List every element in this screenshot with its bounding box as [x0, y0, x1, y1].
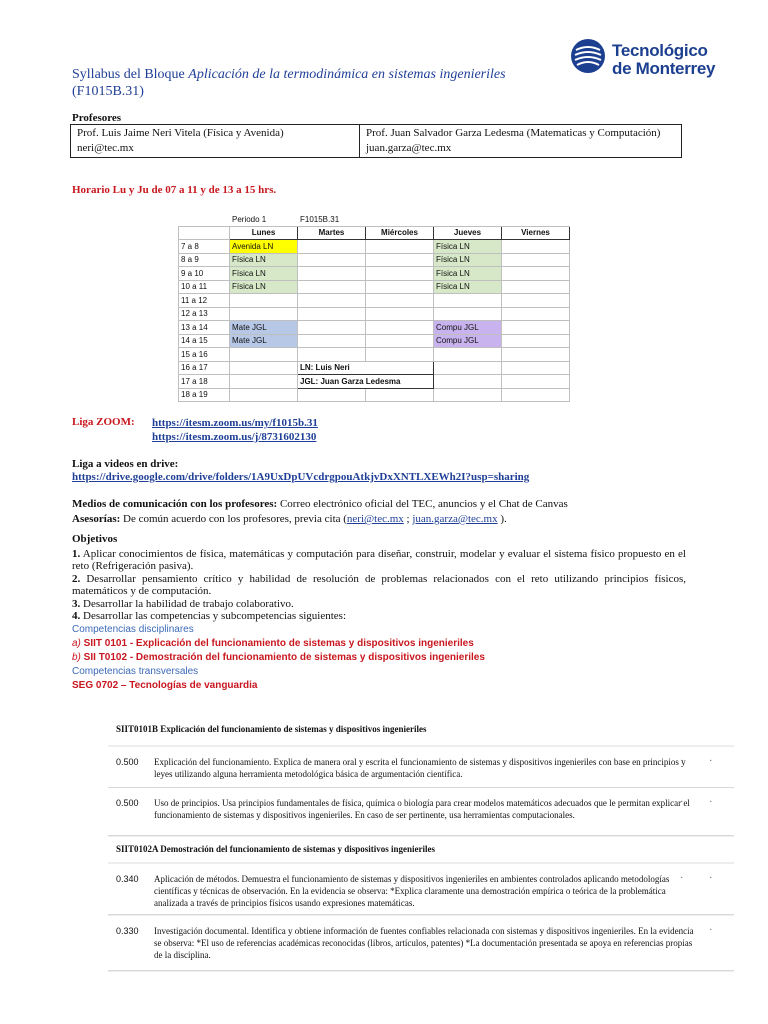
logo-text-line2: de Monterrey: [612, 59, 716, 78]
class-cell: Física LN: [434, 253, 502, 267]
competency-b: b) SII T0102 - Demostración del funcionamiento de sistemas y dispositivos ingenieriles: [72, 651, 485, 663]
rubric-row: [108, 916, 734, 971]
schedule-row: [179, 388, 570, 402]
rubric-score: 0.330: [116, 926, 139, 936]
hour-label: 9 a 10: [179, 267, 230, 281]
professor-email[interactable]: neri@tec.mx: [77, 142, 134, 154]
rubric-score: 0.500: [116, 757, 139, 767]
schedule-heading: Horario Lu y Ju de 07 a 11 y de 13 a 15 hrs.: [72, 184, 277, 196]
legend-jgl: JGL: Juan Garza Ledesma: [298, 375, 434, 389]
hour-label: 14 a 15: [179, 334, 230, 348]
drive-link[interactable]: https://drive.google.com/drive/folders/1A9UxDpUVcdrgpouAtkjvDxXNTLXEWh2I?usp=sharing: [72, 471, 530, 483]
professor-cell: [71, 125, 360, 158]
row-menu-icon[interactable]: . .: [680, 794, 724, 805]
objective-item: 4. Desarrollar las competencias y subcompetencias siguientes:: [72, 610, 346, 622]
professors-table: [70, 124, 682, 158]
competency-a: a) SIIT 0101 - Explicación del funcionamiento de sistemas y dispositivos ingenieriles: [72, 637, 474, 649]
schedule-row: [179, 294, 570, 308]
rubric-row: [108, 747, 734, 788]
rubric-text: Uso de principios. Usa principios fundamentales de física, química o biología para crear modelos matemáticos adecuados que le permitan explicar el funcionamiento de sistemas y dispositivos ingenieriles. En caso de ser pertinente, usa herramientas computacionales.: [154, 798, 690, 820]
hour-label: 10 a 11: [179, 280, 230, 294]
competencies: [72, 623, 686, 693]
schedule-code: F1015B.31: [298, 213, 366, 227]
day-header: Jueves: [434, 226, 502, 240]
hour-label: 13 a 14: [179, 321, 230, 335]
communication-section: Medios de comunicación con los profesores: Correo electrónico oficial del TEC, anuncios y el Chat de Canvas Asesorías: De común acuerdo con los profesores, previa cita (neri@tec.mx ; juan.garza@tec.mx ).: [72, 498, 568, 525]
hour-label: 8 a 9: [179, 253, 230, 267]
tec-logo-icon: [570, 38, 606, 74]
zoom-label: Liga ZOOM:: [72, 416, 135, 428]
tec-logo: [570, 38, 730, 82]
rubric-text: Explicación del funcionamiento. Explica de manera oral y escrita el funcionamiento de sistemas y dispositivos ingenieriles con base en principios y leyes utilizando alguna herramienta metodológica básica de argumentación científica.: [154, 757, 686, 779]
class-cell: Mate JGL: [230, 321, 298, 335]
hour-label: 11 a 12: [179, 294, 230, 308]
email-link[interactable]: juan.garza@tec.mx: [412, 513, 498, 525]
class-cell: Física LN: [434, 240, 502, 254]
class-cell: Compu JGL: [434, 321, 502, 335]
zoom-link[interactable]: https://itesm.zoom.us/j/8731602130: [152, 431, 317, 443]
day-header: Martes: [298, 226, 366, 240]
objectives-heading: Objetivos: [72, 533, 118, 545]
schedule-row: [179, 375, 570, 389]
class-cell: Física LN: [230, 267, 298, 281]
schedule-row: [179, 348, 570, 362]
rubric-score: 0.340: [116, 874, 139, 884]
objectives-section: [72, 533, 686, 693]
schedule-row: [179, 240, 570, 254]
class-cell: Avenida LN: [230, 240, 298, 254]
hour-label: 16 a 17: [179, 361, 230, 375]
professor-email[interactable]: juan.garza@tec.mx: [366, 142, 452, 154]
schedule-row: [179, 253, 570, 267]
professor-cell: [360, 125, 682, 158]
class-cell: Física LN: [434, 280, 502, 294]
day-header: Viernes: [502, 226, 570, 240]
hour-label: 15 a 16: [179, 348, 230, 362]
medios-text: Correo electrónico oficial del TEC, anuncios y el Chat de Canvas: [277, 498, 568, 510]
course-name: Aplicación de la termodinámica en sistemas ingenieriles: [188, 67, 506, 82]
day-header: Miércoles: [366, 226, 434, 240]
day-header: Lunes: [230, 226, 298, 240]
hour-label: 7 a 8: [179, 240, 230, 254]
class-cell: Física LN: [434, 267, 502, 281]
rubric-score: 0.500: [116, 798, 139, 808]
professors-heading: Profesores: [72, 112, 122, 124]
hour-label: 18 a 19: [179, 388, 230, 402]
rubric-text: Investigación documental. Identifica y obtiene información de fuentes confiables relacionada con sistemas y dispositivos ingenieriles. En la evidencia se observa: *El uso de referencias académicas reconocidas (libros, artículos, patentes) *La documentación presentada se apoya en referencias propias de la disciplina.: [154, 926, 694, 960]
objective-item: 2. Desarrollar pensamiento crítico y habilidad de resolución de problemas relacionados con el reto utilizando principios físicos, matemáticos y de computación.: [72, 572, 686, 597]
rubric-section-title: SIIT0101B Explicación del funcionamiento de sistemas y dispositivos ingenieriles: [116, 724, 427, 734]
schedule-period: Periodo 1: [230, 213, 298, 227]
rubric-row: [108, 788, 734, 836]
class-cell: Mate JGL: [230, 334, 298, 348]
schedule-row: [179, 307, 570, 321]
videos-label: Liga a videos en drive:: [72, 458, 179, 470]
class-cell: Física LN: [230, 253, 298, 267]
row-menu-icon[interactable]: . .: [680, 870, 724, 881]
schedule-row: [179, 321, 570, 335]
objective-item: 1. Aplicar conocimientos de física, matemáticas y computación para diseñar, construir, modelar y evaluar el sistema físico propuesto en el reto (Refrigeración pasiva).: [72, 547, 686, 572]
class-cell: Compu JGL: [434, 334, 502, 348]
zoom-links: [152, 416, 318, 444]
schedule-row: [179, 280, 570, 294]
rubric-row: [108, 864, 734, 915]
hour-label: 12 a 13: [179, 307, 230, 321]
page-title: Syllabus del Bloque Aplicación de la termodinámica en sistemas ingenieriles (F1015B.31): [72, 67, 506, 99]
rubric-text: Aplicación de métodos. Demuestra el funcionamiento de sistemas y dispositivos ingenieriles en ambientes controlados aplicando metodologías científicas y técnicas de observación. En la evidencia se observa: *Explica claramente una demostración empírica o teórica de la problemática analizada a través de principios físicos usando expresiones matemáticas.: [154, 874, 670, 908]
disciplinary-heading: Competencias disciplinares: [72, 623, 194, 635]
asesorias-label: Asesorías:: [72, 513, 121, 525]
schedule-table: [178, 212, 570, 402]
professor-name: Prof. Luis Jaime Neri Vitela (Física y Avenida): [77, 127, 284, 139]
schedule-row: [179, 267, 570, 281]
competency-seg: SEG 0702 – Tecnologías de vanguardia: [72, 679, 258, 691]
legend-ln: LN: Luis Neri: [298, 361, 434, 375]
rubric-section-title: SIIT0102A Demostración del funcionamiento de sistemas y dispositivos ingenieriles: [116, 844, 436, 854]
schedule-row: [179, 334, 570, 348]
objective-item: 3. Desarrollar la habilidad de trabajo colaborativo.: [72, 597, 294, 610]
row-menu-icon[interactable]: . .: [680, 753, 724, 764]
class-cell: Física LN: [230, 280, 298, 294]
professor-name: Prof. Juan Salvador Garza Ledesma (Matematicas y Computación): [366, 127, 661, 139]
course-code: (F1015B.31): [72, 84, 144, 99]
zoom-link[interactable]: https://itesm.zoom.us/my/f1015b.31: [152, 417, 318, 429]
medios-label: Medios de comunicación con los profesores:: [72, 498, 278, 510]
row-menu-icon[interactable]: . .: [680, 922, 724, 933]
transversal-heading: Competencias transversales: [72, 665, 199, 677]
email-link[interactable]: neri@tec.mx: [346, 513, 404, 525]
schedule-row: [179, 361, 570, 375]
hour-label: 17 a 18: [179, 375, 230, 389]
logo-text-line1: Tecnológico: [612, 41, 708, 60]
